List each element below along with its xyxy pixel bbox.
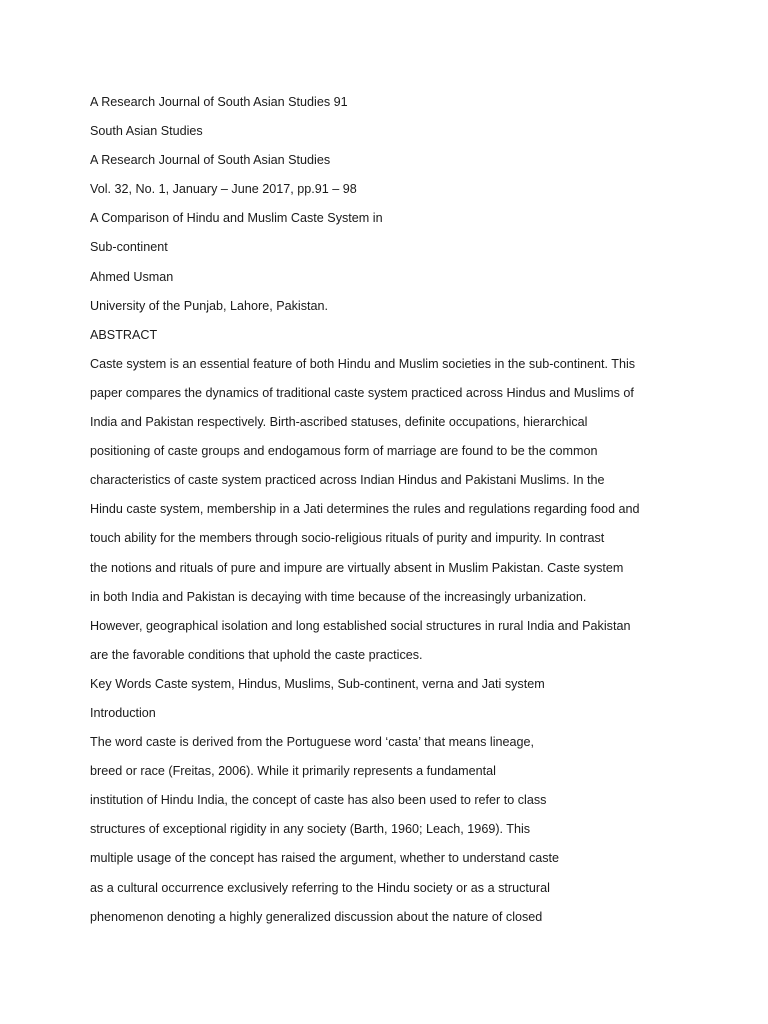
paper-title-line: Sub-continent xyxy=(90,240,168,255)
abstract-line: paper compares the dynamics of traditional caste system practiced across Hindus and Muslims of xyxy=(90,385,634,400)
introduction-line: as a cultural occurrence exclusively referring to the Hindu society or as a structural xyxy=(90,880,550,895)
abstract-line: However, geographical isolation and long established social structures in rural India and Pakistan xyxy=(90,618,631,633)
abstract-line: in both India and Pakistan is decaying with time because of the increasingly urbanization. xyxy=(90,589,587,604)
abstract-line: India and Pakistan respectively. Birth-ascribed statuses, definite occupations, hierarchical xyxy=(90,415,588,430)
introduction-heading: Introduction xyxy=(90,705,156,720)
abstract-line: the notions and rituals of pure and impure are virtually absent in Muslim Pakistan. Caste system xyxy=(90,560,624,575)
abstract-line: positioning of caste groups and endogamous form of marriage are found to be the common xyxy=(90,444,598,459)
abstract-line: touch ability for the members through socio-religious rituals of purity and impurity. In contrast xyxy=(90,531,605,546)
author-name: Ahmed Usman xyxy=(90,269,174,284)
key-words-line: Key Words Caste system, Hindus, Muslims, Sub-continent, verna and Jati system xyxy=(90,676,545,691)
abstract-line: Caste system is an essential feature of both Hindu and Muslim societies in the sub-continent. This xyxy=(90,356,636,371)
journal-subtitle-line: A Research Journal of South Asian Studies xyxy=(90,153,331,168)
paper-title-line: A Comparison of Hindu and Muslim Caste System in xyxy=(90,211,383,226)
document-page xyxy=(90,92,710,936)
abstract-line: Hindu caste system, membership in a Jati determines the rules and regulations regarding food and xyxy=(90,502,640,517)
introduction-line: multiple usage of the concept has raised the argument, whether to understand caste xyxy=(90,851,560,866)
introduction-line: breed or race (Freitas, 2006). While it primarily represents a fundamental xyxy=(90,764,496,779)
volume-info-line: Vol. 32, No. 1, January – June 2017, pp.91 – 98 xyxy=(90,182,357,197)
introduction-line: structures of exceptional rigidity in any society (Barth, 1960; Leach, 1969). This xyxy=(90,822,531,837)
introduction-line: institution of Hindu India, the concept of caste has also been used to refer to class xyxy=(90,793,547,808)
journal-header-line: A Research Journal of South Asian Studies 91 xyxy=(90,95,348,109)
abstract-line: are the favorable conditions that uphold the caste practices. xyxy=(90,647,423,662)
journal-name-line: South Asian Studies xyxy=(90,124,203,139)
abstract-line: characteristics of caste system practiced across Indian Hindus and Pakistani Muslims. In the xyxy=(90,473,605,488)
abstract-heading: ABSTRACT xyxy=(90,327,158,342)
author-affiliation: University of the Punjab, Lahore, Pakistan. xyxy=(90,298,329,313)
introduction-line: The word caste is derived from the Portuguese word ‘casta’ that means lineage, xyxy=(90,735,535,750)
introduction-line: phenomenon denoting a highly generalized discussion about the nature of closed xyxy=(90,909,543,924)
